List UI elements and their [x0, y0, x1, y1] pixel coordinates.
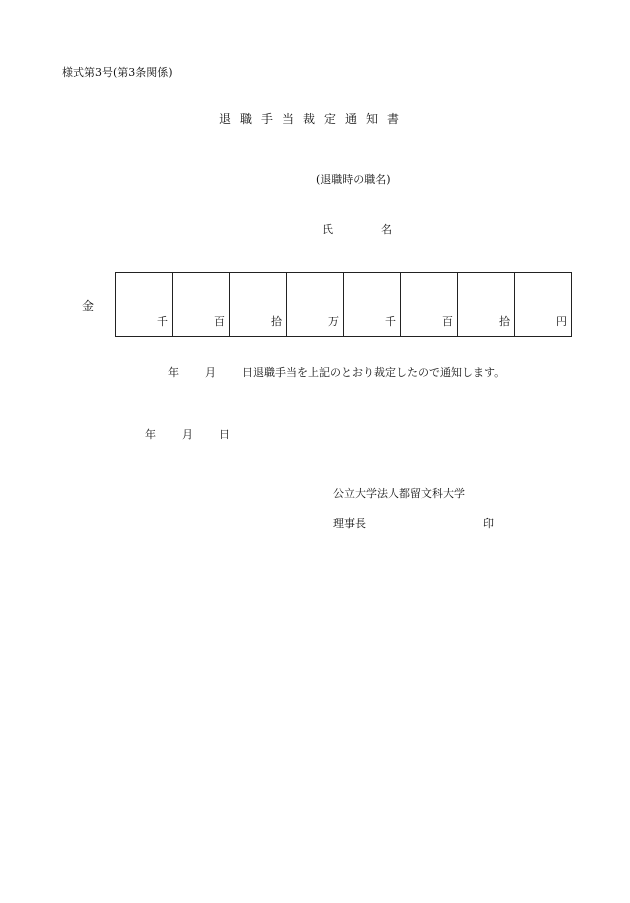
seal-label: 印 [483, 517, 494, 530]
amount-prefix: 金 [82, 299, 95, 313]
issue-date [145, 426, 256, 442]
issue-year: 年 [145, 428, 156, 441]
amount-cell-hundred: 百 [401, 273, 458, 337]
amount-cell-hundred-thousand: 拾 [230, 273, 287, 337]
issue-day: 日 [219, 428, 230, 441]
amount-cell-thousand: 千 [344, 273, 401, 337]
organization-name: 公立大学法人都留文科大学 [333, 487, 465, 500]
position-label: (退職時の職名) [316, 173, 391, 186]
amount-cell-ten-thousand: 万 [287, 273, 344, 337]
amount-table [115, 272, 572, 337]
notice-sentence [168, 364, 505, 380]
form-number: 様式第3号(第3条関係) [62, 66, 173, 79]
amount-cell-ten: 拾 [458, 273, 515, 337]
amount-cell-yen: 円 [515, 273, 572, 337]
amount-cell-ten-million: 千 [116, 273, 173, 337]
issue-month: 月 [182, 428, 193, 441]
name-label: 氏名 [322, 223, 440, 236]
chairman-label: 理事長 [333, 517, 366, 530]
notice-year: 年 [168, 366, 179, 379]
notice-text: 日退職手当を上記のとおり裁定したので通知します。 [242, 366, 506, 379]
amount-cell-million: 百 [173, 273, 230, 337]
notice-month: 月 [205, 366, 216, 379]
document-title: 退職手当裁定通知書 [219, 112, 409, 126]
